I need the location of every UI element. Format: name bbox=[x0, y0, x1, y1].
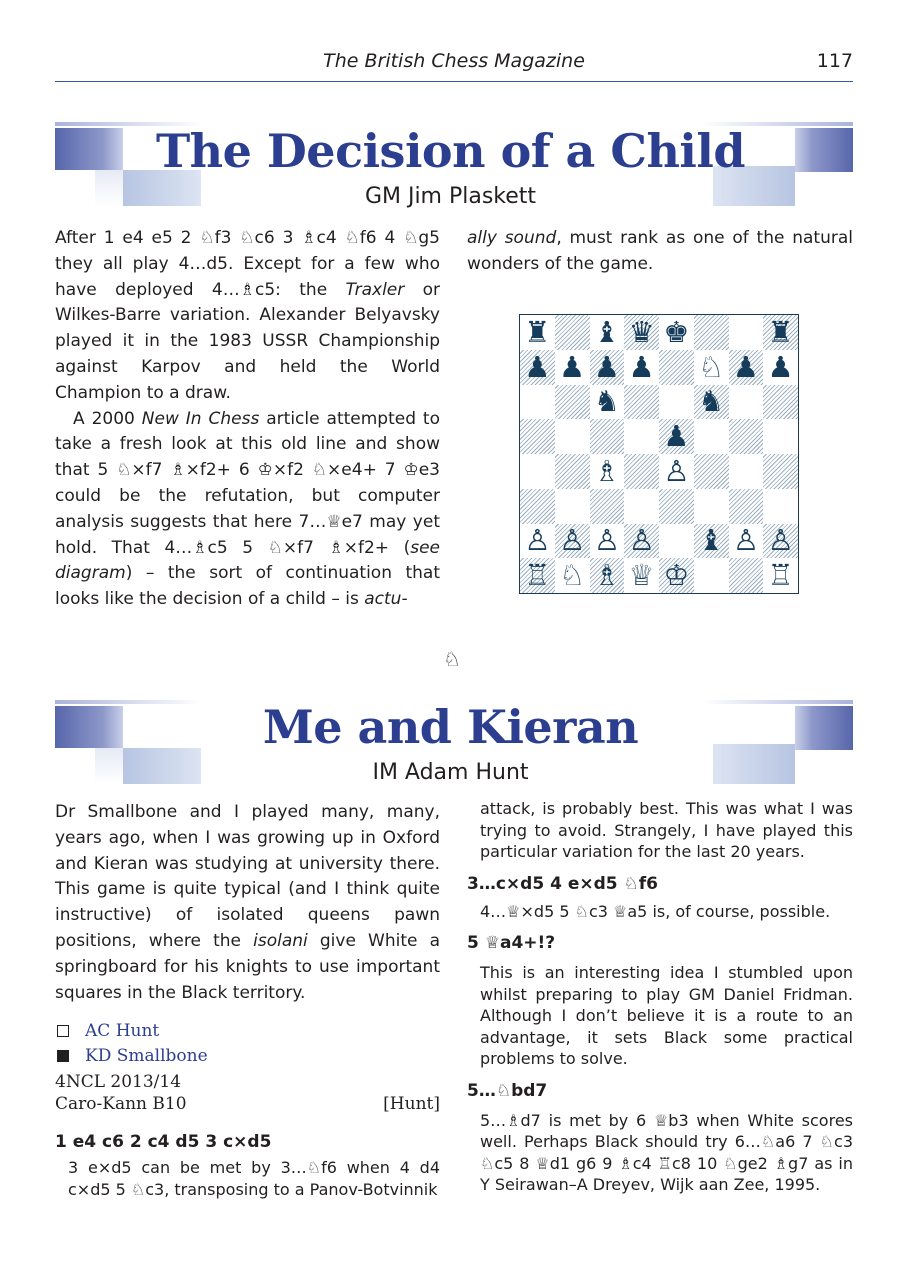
article2-right-column bbox=[467, 798, 853, 1196]
chess-piece: ♙ bbox=[763, 524, 798, 559]
board-square bbox=[763, 385, 798, 420]
white-player: AC Hunt bbox=[55, 1018, 440, 1043]
board-square bbox=[694, 489, 729, 524]
chess-piece: ♟ bbox=[520, 350, 555, 385]
chess-piece: ♞ bbox=[590, 385, 625, 420]
chess-piece: ♟ bbox=[555, 350, 590, 385]
board-square bbox=[729, 454, 764, 489]
article1-left-column bbox=[55, 226, 440, 613]
move-note: attack, is probably best. This was what I was trying to avoid. Strangely, I have played this particular variation for the last 20 years. bbox=[480, 799, 853, 861]
board-square bbox=[555, 385, 590, 420]
board-square bbox=[763, 489, 798, 524]
board-square bbox=[694, 454, 729, 489]
board-square bbox=[624, 385, 659, 420]
chess-piece: ♟ bbox=[590, 350, 625, 385]
chess-piece: ♛ bbox=[624, 315, 659, 350]
board-square bbox=[659, 489, 694, 524]
chess-piece: ♟ bbox=[659, 419, 694, 454]
event: 4NCL 2013/14 bbox=[55, 1072, 182, 1092]
article-title: Me and Kieran bbox=[262, 700, 639, 754]
chess-piece: ♗ bbox=[590, 454, 625, 489]
chess-piece: ♘ bbox=[555, 558, 590, 593]
board-square bbox=[694, 419, 729, 454]
black-square-icon bbox=[57, 1050, 69, 1062]
move-note: 3 e×d5 can be met by 3…♘f6 when 4 d4 c×d5 5 ♘c3, transposing to a Panov-Botvinnik bbox=[68, 1158, 440, 1199]
chess-piece: ♙ bbox=[590, 524, 625, 559]
board-square bbox=[520, 489, 555, 524]
chess-piece: ♙ bbox=[659, 454, 694, 489]
page-number: 117 bbox=[816, 50, 853, 72]
chess-piece: ♞ bbox=[694, 385, 729, 420]
article-title: The Decision of a Child bbox=[155, 124, 746, 178]
board-square bbox=[590, 419, 625, 454]
board-square bbox=[763, 419, 798, 454]
article1-right-column bbox=[467, 226, 853, 278]
board-square bbox=[729, 489, 764, 524]
chess-piece: ♟ bbox=[763, 350, 798, 385]
white-square-icon bbox=[57, 1025, 69, 1037]
board-square bbox=[520, 419, 555, 454]
board-square bbox=[590, 489, 625, 524]
chess-piece: ♜ bbox=[520, 315, 555, 350]
paragraph: After 1 e4 e5 2 ♘f3 ♘c6 3 ♗c4 ♘f6 4 ♘g5 they all play 4…d5. Except for a few who have deployed 4…♗c5: the Traxler or Wilkes-Barre variation. Alexander Belyavsky played it in the 1983 USSR Championship against Karpov and held the World Champion to a draw. bbox=[55, 228, 440, 403]
black-player: KD Smallbone bbox=[55, 1043, 440, 1068]
game-moves: 5…♘bd7 bbox=[467, 1080, 548, 1101]
chess-diagram bbox=[519, 314, 799, 594]
article-author: IM Adam Hunt bbox=[372, 760, 529, 785]
opening: Caro-Kann B10 bbox=[55, 1094, 187, 1114]
move-note: 5…♗d7 is met by 6 ♕b3 when White scores well. Perhaps Black should try 6…♘a6 7 ♘c3 ♘c5 8 ♕d1 g6 9 ♗c4 ♖c8 10 ♘ge2 ♗g7 as in Y Seirawan–A Dreyev, Wijk aan Zee, 1995. bbox=[480, 1110, 853, 1194]
article2-left-column bbox=[55, 800, 440, 1006]
move-note: 4…♕×d5 5 ♘c3 ♕a5 is, of course, possible. bbox=[480, 901, 831, 921]
running-head bbox=[55, 48, 853, 82]
chess-piece: ♙ bbox=[729, 524, 764, 559]
article-author: GM Jim Plaskett bbox=[364, 184, 537, 209]
board-square bbox=[555, 315, 590, 350]
chess-piece: ♜ bbox=[763, 315, 798, 350]
chess-piece: ♟ bbox=[624, 350, 659, 385]
board-square bbox=[729, 419, 764, 454]
game-moves: 1 e4 c6 2 c4 d5 3 c×d5 bbox=[55, 1132, 272, 1152]
board-square bbox=[555, 489, 590, 524]
chess-piece: ♖ bbox=[763, 558, 798, 593]
game-header bbox=[55, 1018, 440, 1200]
paragraph: A 2000 New In Chess article attempted to take a fresh look at this old line and show that 5 ♘×f7 ♗×f2+ 6 ♔×f2 ♘×e4+ 7 ♔e3 could be the refutation, but computer analysis suggests that here 7…♕e7 may yet hold. That 4…♗c5 5 ♘×f7 ♗×f2+ (see diagram) – the sort of continuation that looks like the decision of a child – is actu- bbox=[55, 408, 440, 610]
board-square bbox=[624, 454, 659, 489]
board-square bbox=[555, 419, 590, 454]
move-note: This is an interesting idea I stumbled upon whilst preparing to play GM Daniel Fridman. Although I don’t believe it is a route to an advantage, it sets Black some practical problems to solve. bbox=[480, 963, 853, 1068]
chess-piece: ♙ bbox=[555, 524, 590, 559]
game-moves: 3…c×d5 4 e×d5 ♘f6 bbox=[467, 873, 658, 894]
chess-piece: ♙ bbox=[520, 524, 555, 559]
board-square bbox=[763, 454, 798, 489]
chess-piece: ♟ bbox=[729, 350, 764, 385]
board-square bbox=[729, 558, 764, 593]
chess-piece: ♚ bbox=[659, 315, 694, 350]
board-square bbox=[659, 350, 694, 385]
chess-piece: ♙ bbox=[624, 524, 659, 559]
chess-piece: ♔ bbox=[659, 558, 694, 593]
board-square bbox=[659, 524, 694, 559]
board-square bbox=[520, 385, 555, 420]
board-square bbox=[555, 454, 590, 489]
board-square bbox=[694, 558, 729, 593]
chess-piece: ♘ bbox=[694, 350, 729, 385]
paragraph: Dr Smallbone and I played many, many, years ago, when I was growing up in Oxford and Kieran was studying at university there. This game is quite typical (and I think quite instructive) of isolated queens pawn positions, where the isolani give White a springboard for his knights to use important squares in the Black territory. bbox=[55, 802, 441, 1003]
game-moves: 5 ♕a4+!? bbox=[467, 933, 556, 953]
board-square bbox=[729, 315, 764, 350]
chess-piece: ♖ bbox=[520, 558, 555, 593]
magazine-title: The British Chess Magazine bbox=[323, 50, 585, 72]
board-square bbox=[694, 315, 729, 350]
annotator: [Hunt] bbox=[383, 1094, 440, 1114]
board-square bbox=[624, 489, 659, 524]
board-square bbox=[659, 385, 694, 420]
chess-piece: ♝ bbox=[590, 315, 625, 350]
board-square bbox=[520, 454, 555, 489]
board-square bbox=[729, 385, 764, 420]
opening-row bbox=[55, 1093, 440, 1115]
board-square bbox=[624, 419, 659, 454]
chess-piece: ♕ bbox=[624, 558, 659, 593]
knight-separator-icon: ♘ bbox=[443, 647, 461, 671]
paragraph: ally sound, must rank as one of the natural wonders of the game. bbox=[467, 228, 853, 274]
chess-piece: ♗ bbox=[590, 558, 625, 593]
chess-piece: ♝ bbox=[694, 524, 729, 559]
